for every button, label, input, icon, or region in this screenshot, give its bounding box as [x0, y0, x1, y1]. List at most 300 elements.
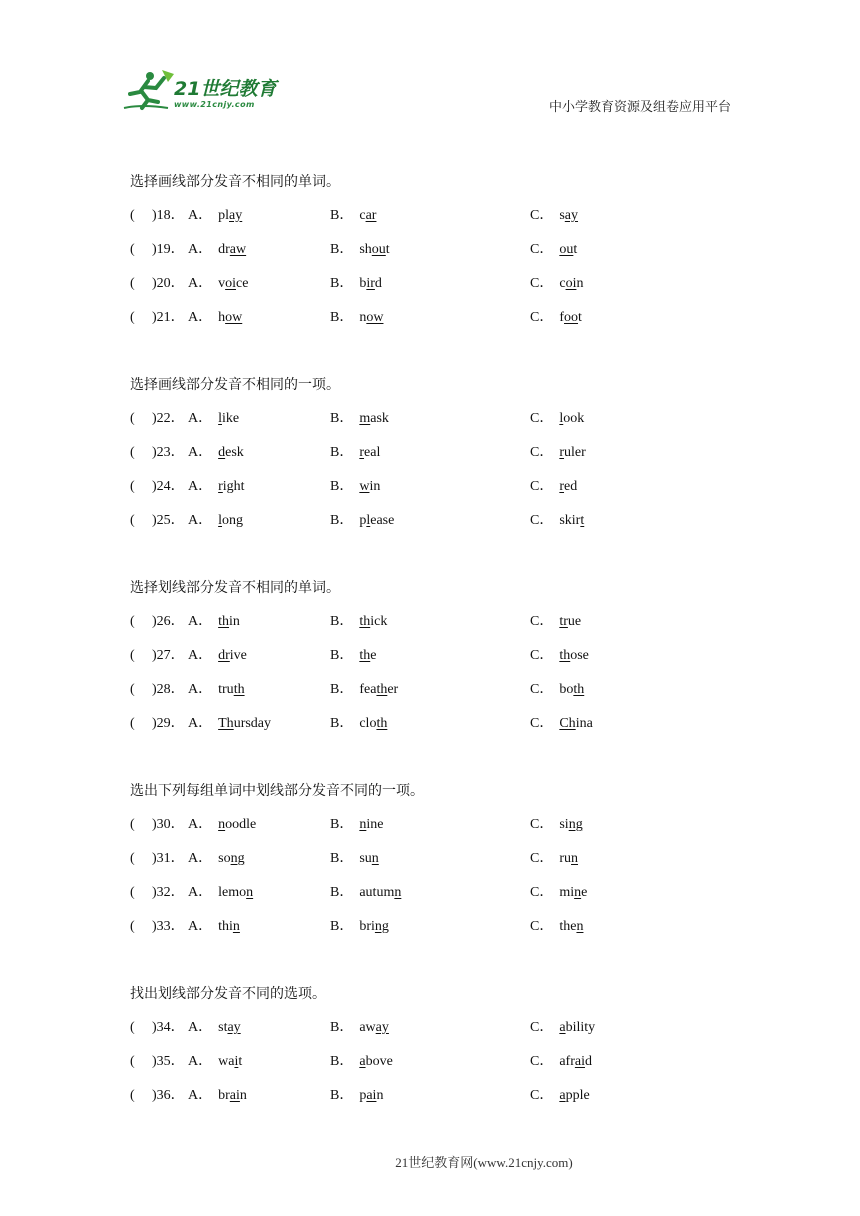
number-dot: ． — [170, 479, 185, 494]
word-part: mi — [559, 885, 575, 900]
word-part: bility — [565, 1020, 596, 1035]
question-section — [130, 375, 586, 545]
underlined-letters: tr — [559, 614, 568, 629]
question-section — [130, 578, 593, 748]
option-a — [188, 646, 247, 666]
underlined-letters: n — [371, 851, 379, 866]
answer-blank: ( — [130, 851, 135, 866]
word-part: in — [229, 614, 240, 629]
underlined-letters: n — [218, 817, 226, 832]
number-value: 22 — [156, 411, 171, 426]
question-row — [130, 409, 585, 443]
question-number — [152, 680, 185, 700]
word-part: ine — [366, 817, 384, 832]
word-part: d — [374, 276, 382, 291]
word-part: in — [369, 479, 381, 494]
option-label: A． — [188, 411, 213, 426]
word-part: er — [387, 682, 399, 697]
question-number — [152, 240, 185, 260]
word-part: su — [359, 851, 372, 866]
underlined-letters: th — [218, 614, 230, 629]
question-number — [152, 1052, 185, 1072]
word-part: ru — [559, 851, 572, 866]
option-label: C． — [530, 817, 554, 832]
word-part: autum — [359, 885, 395, 900]
option-label: B． — [330, 614, 354, 629]
number-dot: ． — [170, 1088, 185, 1103]
question-row — [130, 849, 579, 883]
number-dot: ． — [170, 614, 185, 629]
underlined-letters: ay — [227, 1020, 241, 1035]
underlined-letters: ai — [229, 1088, 240, 1103]
underlined-letters: oi — [225, 276, 237, 291]
question-row — [130, 308, 582, 342]
option-b — [330, 308, 383, 328]
word-part: bo — [559, 682, 574, 697]
underlined-letters: ai — [366, 1088, 377, 1103]
question-number — [152, 1018, 185, 1038]
word-part: d — [585, 1054, 592, 1069]
answer-blank: ( — [130, 513, 135, 528]
option-a — [188, 1086, 247, 1106]
option-b — [330, 849, 379, 869]
answer-blank: ( — [130, 1088, 135, 1103]
underlined-letters: d — [218, 445, 226, 460]
option-label: B． — [330, 242, 354, 257]
close-paren: ) — [152, 614, 157, 629]
word-part: p — [359, 1088, 367, 1103]
word-part: e — [370, 648, 377, 663]
option-a — [188, 680, 245, 700]
option-c — [530, 511, 584, 531]
option-b — [330, 714, 387, 734]
answer-blank: ( — [130, 242, 135, 257]
option-label: A． — [188, 1054, 213, 1069]
word-part: br — [218, 1088, 230, 1103]
close-paren: ) — [152, 208, 157, 223]
underlined-letters: th — [376, 716, 388, 731]
option-label: A． — [188, 242, 213, 257]
question-row — [130, 206, 579, 240]
number-dot: ． — [170, 411, 185, 426]
option-label: A． — [188, 648, 213, 663]
option-a — [188, 274, 248, 294]
close-paren: ) — [152, 919, 157, 934]
answer-blank: ( — [130, 648, 135, 663]
question-row — [130, 680, 585, 714]
word-part: tru — [218, 682, 234, 697]
underlined-letters: n — [394, 885, 402, 900]
word-part: t — [238, 1054, 243, 1069]
answer-blank: ( — [130, 682, 135, 697]
close-paren: ) — [152, 817, 157, 832]
number-dot: ． — [170, 682, 185, 697]
word-part: so — [218, 851, 231, 866]
word-part: p — [359, 513, 367, 528]
number-value: 23 — [156, 445, 171, 460]
option-b — [330, 240, 390, 260]
underlined-letters: Ch — [559, 716, 576, 731]
word-part: afr — [559, 1054, 575, 1069]
number-dot: ． — [170, 716, 185, 731]
option-label: B． — [330, 310, 354, 325]
option-b — [330, 883, 401, 903]
option-label: B． — [330, 919, 354, 934]
option-b — [330, 1086, 383, 1106]
option-c — [530, 308, 582, 328]
option-c — [530, 883, 587, 903]
option-a — [188, 1052, 242, 1072]
option-label: C． — [530, 310, 554, 325]
option-label: C． — [530, 614, 554, 629]
option-label: A． — [188, 310, 213, 325]
underlined-letters: th — [376, 682, 388, 697]
question-row — [130, 883, 588, 917]
option-label: C． — [530, 716, 554, 731]
question-number — [152, 409, 185, 429]
option-label: C． — [530, 479, 554, 494]
close-paren: ) — [152, 885, 157, 900]
question-number — [152, 511, 185, 531]
option-c — [530, 646, 589, 666]
question-row — [130, 443, 586, 477]
underlined-letters: n — [359, 817, 367, 832]
number-dot: ． — [170, 1020, 185, 1035]
option-label: A． — [188, 614, 213, 629]
number-value: 21 — [156, 310, 171, 325]
option-b — [330, 680, 398, 700]
option-a — [188, 849, 245, 869]
underlined-letters: a — [559, 1088, 566, 1103]
answer-blank: ( — [130, 885, 135, 900]
close-paren: ) — [152, 242, 157, 257]
option-b — [330, 612, 387, 632]
underlined-letters: Th — [218, 716, 234, 731]
question-section — [130, 984, 596, 1120]
number-dot: ． — [170, 919, 185, 934]
option-label: A． — [188, 276, 213, 291]
word-part: esk — [225, 445, 244, 460]
option-a — [188, 612, 240, 632]
underlined-letters: a — [559, 1020, 566, 1035]
answer-blank: ( — [130, 614, 135, 629]
question-row — [130, 477, 578, 511]
option-b — [330, 815, 383, 835]
word-part: ight — [222, 479, 245, 494]
question-row — [130, 1086, 590, 1120]
option-c — [530, 612, 581, 632]
word-part: c — [559, 276, 566, 291]
option-label: B． — [330, 851, 354, 866]
underlined-letters: i — [234, 1054, 239, 1069]
word-part: uler — [564, 445, 586, 460]
number-value: 18 — [156, 208, 171, 223]
option-label: A． — [188, 445, 213, 460]
option-label: B． — [330, 648, 354, 663]
number-dot: ． — [170, 445, 185, 460]
option-b — [330, 477, 380, 497]
word-part: n — [576, 276, 584, 291]
option-label: A． — [188, 716, 213, 731]
underlined-letters: l — [218, 513, 223, 528]
word-part: ook — [563, 411, 585, 426]
option-a — [188, 815, 256, 835]
option-a — [188, 511, 243, 531]
close-paren: ) — [152, 648, 157, 663]
close-paren: ) — [152, 479, 157, 494]
number-dot: ． — [170, 817, 185, 832]
question-row — [130, 612, 582, 646]
option-c — [530, 1052, 592, 1072]
number-value: 36 — [156, 1088, 171, 1103]
word-part: skir — [559, 513, 581, 528]
word-part: wa — [218, 1054, 235, 1069]
option-c — [530, 443, 586, 463]
underlined-letters: th — [359, 648, 371, 663]
underlined-letters: n — [246, 885, 254, 900]
option-label: B． — [330, 817, 354, 832]
question-number — [152, 714, 185, 734]
option-a — [188, 409, 239, 429]
question-row — [130, 511, 585, 545]
option-c — [530, 1018, 595, 1038]
underlined-letters: w — [359, 479, 370, 494]
question-row — [130, 274, 584, 308]
option-c — [530, 714, 593, 734]
number-dot: ． — [170, 885, 185, 900]
question-number — [152, 477, 185, 497]
underlined-letters: n — [232, 919, 240, 934]
number-value: 24 — [156, 479, 171, 494]
word-part: ina — [575, 716, 593, 731]
logo — [122, 68, 292, 116]
underlined-letters: dr — [218, 648, 230, 663]
word-part: ease — [370, 513, 395, 528]
question-number — [152, 308, 185, 328]
underlined-letters: m — [359, 411, 371, 426]
option-label: C． — [530, 851, 554, 866]
option-label: B． — [330, 1054, 354, 1069]
underlined-letters: th — [233, 682, 245, 697]
word-part: pl — [218, 208, 230, 223]
option-b — [330, 274, 382, 294]
underlined-letters: n — [574, 885, 582, 900]
word-part: ue — [567, 614, 582, 629]
section-instruction: 找出划线部分发音不同的选项。 — [130, 986, 326, 1002]
underlined-letters: a — [359, 1054, 366, 1069]
section-instruction: 选出下列每组单词中划线部分发音不同的一项。 — [130, 783, 424, 799]
question-number — [152, 815, 185, 835]
option-c — [530, 240, 577, 260]
option-a — [188, 206, 242, 226]
word-part: b — [359, 276, 367, 291]
word-part: ong — [222, 513, 244, 528]
answer-blank: ( — [130, 817, 135, 832]
question-number — [152, 883, 185, 903]
underlined-letters: r — [359, 445, 365, 460]
option-label: B． — [330, 208, 354, 223]
option-c — [530, 680, 584, 700]
word-part: ed — [564, 479, 578, 494]
option-a — [188, 240, 246, 260]
number-dot: ． — [170, 208, 185, 223]
question-number — [152, 917, 185, 937]
option-c — [530, 815, 583, 835]
footer — [0, 1152, 860, 1171]
word-part: sh — [359, 242, 372, 257]
word-part: clo — [359, 716, 377, 731]
answer-blank: ( — [130, 445, 135, 460]
word-part: bri — [359, 919, 375, 934]
answer-blank: ( — [130, 716, 135, 731]
word-part: ike — [222, 411, 240, 426]
close-paren: ) — [152, 851, 157, 866]
answer-blank: ( — [130, 1020, 135, 1035]
close-paren: ) — [152, 276, 157, 291]
answer-blank: ( — [130, 1054, 135, 1069]
option-a — [188, 1018, 241, 1038]
number-value: 25 — [156, 513, 171, 528]
option-label: C． — [530, 919, 554, 934]
underlined-letters: r — [559, 479, 565, 494]
underlined-letters: ng — [374, 919, 389, 934]
underlined-letters: ow — [225, 310, 243, 325]
number-dot: ． — [170, 242, 185, 257]
underlined-letters: n — [576, 919, 584, 934]
question-row — [130, 646, 589, 680]
option-label: B． — [330, 411, 354, 426]
word-part: oodle — [225, 817, 257, 832]
underlined-letters: ng — [230, 851, 245, 866]
answer-blank: ( — [130, 276, 135, 291]
option-c — [530, 849, 578, 869]
option-label: C． — [530, 1020, 554, 1035]
option-label: B． — [330, 1088, 354, 1103]
number-value: 33 — [156, 919, 171, 934]
close-paren: ) — [152, 411, 157, 426]
underlined-letters: th — [559, 648, 571, 663]
close-paren: ) — [152, 513, 157, 528]
number-dot: ． — [170, 276, 185, 291]
option-label: C． — [530, 885, 554, 900]
word-part: e — [581, 885, 588, 900]
word-part: c — [359, 208, 366, 223]
number-dot: ． — [170, 310, 185, 325]
option-label: A． — [188, 919, 213, 934]
option-label: A． — [188, 682, 213, 697]
option-a — [188, 714, 271, 734]
option-label: A． — [188, 885, 213, 900]
word-part: fea — [359, 682, 377, 697]
number-dot: ． — [170, 1054, 185, 1069]
option-label: B． — [330, 276, 354, 291]
option-label: A． — [188, 1088, 213, 1103]
option-b — [330, 1052, 393, 1072]
question-row — [130, 815, 583, 849]
platform-name: 中小学教育资源及组卷应用平台 — [549, 100, 732, 115]
underlined-letters: l — [218, 411, 223, 426]
underlined-letters: t — [580, 513, 585, 528]
underlined-letters: ay — [375, 1020, 389, 1035]
question-section — [130, 781, 588, 951]
question-number — [152, 646, 185, 666]
number-value: 29 — [156, 716, 171, 731]
option-label: B． — [330, 1020, 354, 1035]
underlined-letters: ar — [365, 208, 377, 223]
option-label: B． — [330, 682, 354, 697]
close-paren: ) — [152, 310, 157, 325]
word-part: thi — [218, 919, 233, 934]
option-label: C． — [530, 276, 554, 291]
answer-blank: ( — [130, 310, 135, 325]
option-label: B． — [330, 885, 354, 900]
option-b — [330, 206, 376, 226]
word-part: s — [559, 208, 565, 223]
underlined-letters: th — [359, 614, 371, 629]
answer-blank: ( — [130, 919, 135, 934]
word-part: h — [218, 310, 226, 325]
question-number — [152, 1086, 185, 1106]
word-part: pple — [565, 1088, 590, 1103]
word-part: n — [376, 1088, 384, 1103]
word-part: n — [359, 310, 367, 325]
word-part: t — [573, 242, 578, 257]
number-value: 34 — [156, 1020, 171, 1035]
option-b — [330, 511, 394, 531]
option-label: B． — [330, 479, 354, 494]
option-b — [330, 443, 380, 463]
word-part: dr — [218, 242, 230, 257]
word-part: t — [385, 242, 390, 257]
question-row — [130, 917, 584, 951]
word-part: bove — [365, 1054, 393, 1069]
option-label: A． — [188, 513, 213, 528]
option-a — [188, 477, 245, 497]
option-b — [330, 1018, 389, 1038]
underlined-letters: ou — [559, 242, 574, 257]
word-part: ce — [236, 276, 249, 291]
underlined-letters: ai — [574, 1054, 585, 1069]
word-part: the — [559, 919, 577, 934]
question-number — [152, 612, 185, 632]
underlined-letters: ay — [229, 208, 243, 223]
option-a — [188, 917, 240, 937]
question-row — [130, 240, 578, 274]
close-paren: ) — [152, 1088, 157, 1103]
underlined-letters: ng — [568, 817, 583, 832]
underlined-letters: ay — [564, 208, 579, 223]
runner-logo-icon — [122, 68, 176, 116]
word-part: n — [239, 1088, 247, 1103]
option-c — [530, 274, 583, 294]
option-c — [530, 477, 577, 497]
question-number — [152, 274, 185, 294]
underlined-letters: r — [559, 445, 565, 460]
number-value: 28 — [156, 682, 171, 697]
logo-text: 21世纪教育 — [174, 78, 277, 100]
option-label: B． — [330, 716, 354, 731]
option-label: A． — [188, 208, 213, 223]
number-dot: ． — [170, 851, 185, 866]
underlined-letters: ow — [366, 310, 384, 325]
underlined-letters: r — [218, 479, 223, 494]
number-value: 19 — [156, 242, 171, 257]
question-number — [152, 206, 185, 226]
answer-blank: ( — [130, 479, 135, 494]
option-label: C． — [530, 242, 554, 257]
underlined-letters: ir — [366, 276, 375, 291]
section-instruction: 选择画线部分发音不相同的一项。 — [130, 377, 340, 393]
